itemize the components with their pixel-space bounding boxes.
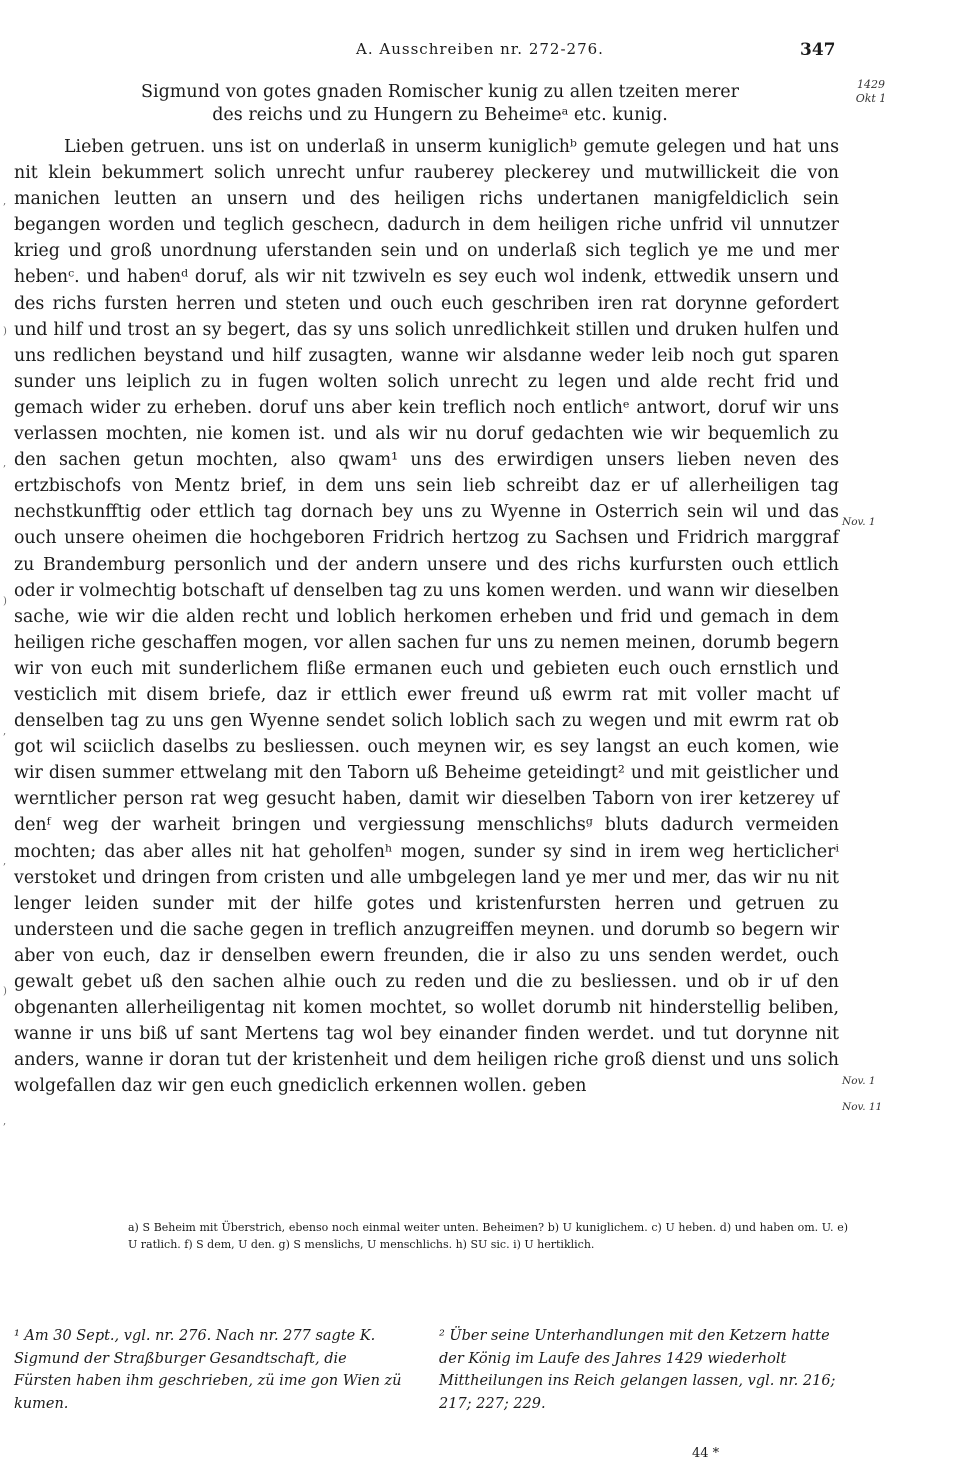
letter-body — [14, 134, 839, 1099]
salutation-heading: Sigmund von gotes gnaden Romischer kunig zu allen tzeiten merer des reichs und zu Hungern zu Beheimeᵃ etc. kunig. — [141, 82, 739, 125]
line-marker: ) — [3, 326, 7, 337]
margin-date-note: Nov. 1 — [842, 1075, 876, 1087]
side-date-year: 1429 — [857, 78, 885, 91]
running-title: A. Ausschreiben nr. 272-276. — [356, 40, 604, 58]
line-marker: , — [3, 196, 7, 207]
line-marker: , — [3, 458, 7, 469]
side-date-day: Okt 1 — [855, 92, 887, 105]
signature-mark: 44 * — [692, 1446, 720, 1461]
footnote-1: ¹ Am 30 Sept., vgl. nr. 276. Nach nr. 277 sagte K. Sigmund der Straßburger Gesandtschaft, die Fürsten haben ihm geschrieben, zü ime gon Wien zü kumen. — [14, 1328, 402, 1412]
footnote-2: ² Über seine Unterhandlungen mit den Ketzern hatte der König im Laufe des Jahres 1429 wiederholt Mittheilungen ins Reich gelangen lassen, vgl. nr. 216; 217; 227; 229. — [439, 1328, 836, 1412]
line-marker: ) — [3, 986, 7, 997]
running-header — [0, 40, 960, 64]
line-marker: , — [3, 856, 7, 867]
line-marker: , — [3, 726, 7, 737]
critical-apparatus: a) S Beheim mit Überstrich, ebenso noch einmal weiter unten. Beheimen? b) U kuniglichem. c) U heben. d) und haben om. U. e) U ratlich. f) S dem, U den. g) S menslichs, U menschlichs. h) SU sic. i) U hertiklich. — [128, 1221, 848, 1251]
line-marker: ) — [3, 596, 7, 607]
line-marker: , — [3, 1116, 7, 1127]
margin-date-note: Nov. 1 — [842, 516, 876, 528]
letter-body-text: Lieben getruen. uns ist on underlaß in unserm kuniglichᵇ gemute gelegen und hat uns nit klein bekummert solich unrecht unfur rauberey pleckerey und mutwillickeit die von manichen leutten an unsern und des heiligen richs undertanen manigfeldiclich sein begangen worden und teglich geschecn, dadurch in dem heiligen riche unfrid vil unnutzer krieg und groß unordnung uferstanden sein und on underlaß sich teglich ye me und mer hebenᶜ. und habenᵈ doruf, als wir nit tzwiveln es sey euch wol indenk, ettwedik unsern und des richs fursten herren und steten und ouch euch geschriben iren rat dorynne gefordert und hilf und trost an sy begert, das sy uns solich unredlichkeit stillen und druken hulfen und uns redlichen beystand und hilf zusagten, wanne wir alsdanne weder leib noch gut sparen sunder uns leiplich zu in fugen wolten solich unrecht zu legen und alde recht frid und gemach wider zu erheben. doruf uns aber kein treflich noch entlichᵉ antwort, doruf wir uns verlassen mochten, nie komen ist. und als wir nu doruf gedachten wie wir bequemlich zu den sachen getun mochten, also qwam¹ uns des erwirdigen unsers lieben neven des ertzbischofs von Mentz brief, in dem uns sein lieb schreibt daz er uf allerheiligen tag nechstkunfftig oder ettlich tag dornach bey uns zu Wyenne in Osterrich sein wil und das ouch unsere oheimen die hochgeboren Fridrich hertzog zu Sachsen und Fridrich marggraf zu Brandemburg personlich und der andern unsere und des richs kurfursten ouch ettlich oder ir volmechtig botschaft uf denselben tag zu uns komen werden. und wann wir dieselben sache, wie wir die alden recht und loblich herkomen erheben und frid und gemach in dem heiligen riche geschaffen mogen, vor allen sachen fur uns zu nemen meinen, dorumb begern wir von euch mit sunderlichem fliße ermanen euch und gebieten euch ouch ernstlich und vesticlich mit disem briefe, daz ir ettlich ewer freund uß ewrm rat mit voller macht uf denselben tag zu uns gen Wyenne sendet solich loblich sach zu wegen und mit ewrm rat ob got wil sciiclich daselbs zu besliessen. ouch meynen wir, es sey langst an euch komen, wie wir disen summer ettwelang mit den Taborn uß Beheime geteidingt² und mit geistlicher und werntlicher person rat weg gesucht haben, damit wir dieselben Taborn von irer ketzerey uf denᶠ weg der warheit bringen und vergiessung menschlichsᵍ bluts dadurch vermeiden mochten; das aber alles nit hat geholfenʰ mogen, sunder sy sind in irem weg herticlicherⁱ verstoket und dringen from cristen und alle umbgelegen land ye mer und mer, das wir nu nit lenger leiden sunder mit der hilfe gotes und kristenfursten herren und getruen zu understeen und die sache gegen in treflich anzugreiffen meynen. und dorumb so begern wir aber von euch, daz ir denselben ewern freunden, die ir also zu uns senden werdet, ouch gewalt gebet uß den sachen alhie ouch zu reden und die zu besliessen. und ob ir uf den obgenanten allerheiligentag nit komen mochtet, so wollet dorumb nit hinderstellig beliben, wanne ir uns biß uf sant Mertens tag wol bey einander finden werdet. und tut dorynne nit anders, wanne ir doran tut der kristenheit und dem heiligen riche groß dienst und uns solich wolgefallen daz wir gen euch gnediclich erkennen wollen. geben — [14, 137, 839, 1097]
page-number: 347 — [800, 40, 836, 60]
margin-date-note: Nov. 11 — [842, 1101, 883, 1113]
footnotes — [14, 1325, 844, 1425]
side-date — [846, 78, 896, 106]
